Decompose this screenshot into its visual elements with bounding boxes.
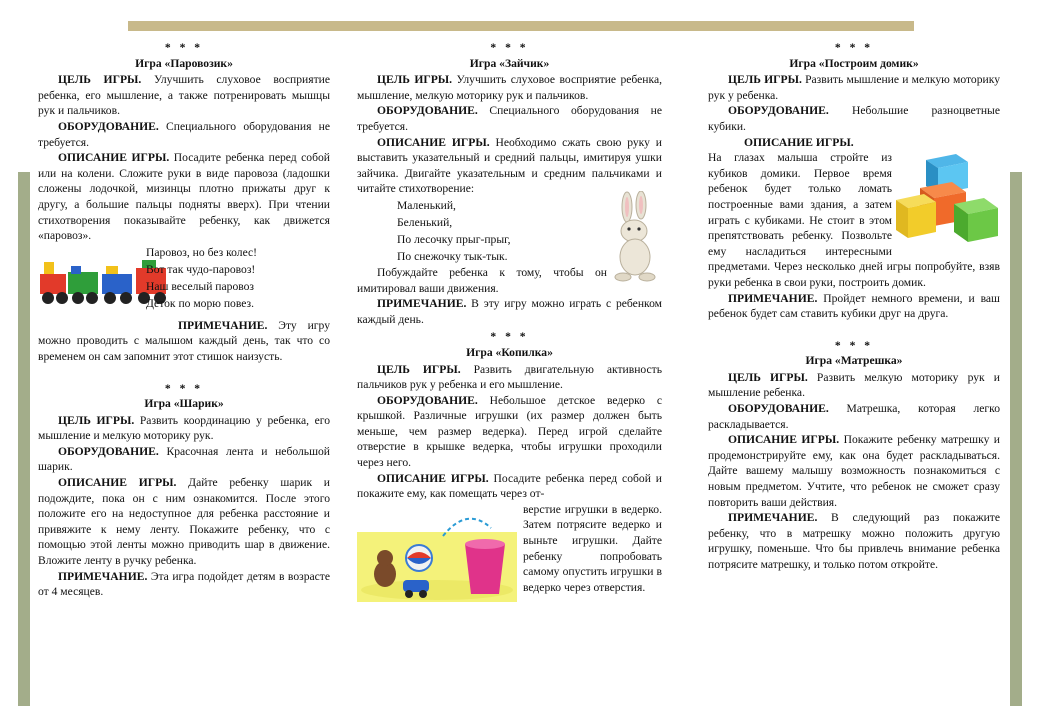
blocks-block bbox=[708, 150, 1000, 290]
train-block bbox=[38, 244, 330, 318]
note-text: Эта игра подойдет детям в возрасте от 4 месяцев. bbox=[38, 569, 330, 599]
section-title-domik: Игра «Построим домик» bbox=[789, 56, 919, 70]
description-text: Посадите ребенка перед собой или на колени. Сложите руки в виде паровоза (ладошки сложены лодочкой, мизинцы плотно прижаты друг к другу, а большие пальцы подняты вверх). При чтении стихотворения показывайте ребенку, как движется «паровоз». bbox=[38, 151, 331, 243]
poem-line: Маленький, bbox=[397, 198, 456, 212]
equipment-text: Красочная лента и небольшой шарик. bbox=[38, 444, 330, 474]
description-text: Дайте ребенку шарик и подождите, пока он с ним ознакомится. После этого положите его на недоступное для ребенка расстояние и привяжите к нему ленту. Покажите ребенку, что с помощью этой ленты можно приводить шар в движение. Вложите ленту в ручку ребенка. bbox=[38, 476, 330, 568]
paragraph-equipment bbox=[38, 119, 330, 150]
paragraph-equipment bbox=[708, 103, 1000, 134]
equipment-text: Специального оборудования не требуется. bbox=[357, 104, 662, 133]
goal-label: ЦЕЛЬ ИГРЫ. bbox=[377, 362, 461, 376]
section-title-kopilka: Игра «Копилка» bbox=[466, 345, 553, 359]
paragraph-description bbox=[357, 135, 662, 197]
toys-bucket-illustration bbox=[357, 502, 517, 602]
section-divider: * * * bbox=[164, 41, 204, 54]
equipment-text: Матрешка, которая легко раскладывается. bbox=[708, 402, 1000, 431]
poem-line: Паровоз, но без колес! bbox=[146, 245, 258, 259]
equipment-label: ОБОРУДОВАНИЕ. bbox=[58, 444, 159, 458]
goal-label: ЦЕЛЬ ИГРЫ. bbox=[377, 73, 453, 87]
equipment-label: ОБОРУДОВАНИЕ. bbox=[728, 104, 829, 118]
equipment-label: ОБОРУДОВАНИЕ. bbox=[728, 402, 829, 416]
column-left bbox=[38, 38, 330, 600]
section-title-zaychik: Игра «Зайчик» bbox=[469, 56, 550, 70]
paragraph-goal bbox=[708, 72, 1000, 103]
section-divider: * * * bbox=[834, 41, 874, 54]
note-text: Эту игру можно проводить с малышом каждый день, так что со временем он сам запомнит этот стишок наизусть. bbox=[38, 318, 330, 363]
note-label: ПРИМЕЧАНИЕ. bbox=[178, 318, 268, 332]
goal-text: Улучшить слуховое восприятие ребенка, его мышление, а также потренировать мышцы рук и пальчиков. bbox=[38, 73, 330, 118]
section-divider: * * * bbox=[490, 41, 529, 54]
paragraph-equipment bbox=[708, 401, 1000, 432]
paragraph-description bbox=[38, 150, 330, 244]
equipment-text: Специального оборудования не требуется. bbox=[38, 119, 330, 149]
goal-text: Развить двигательную активность пальчиков рук у ребенка и его мышление. bbox=[357, 362, 662, 392]
goal-text: Улучшить слуховое восприятие ребенка, мышление, мелкую моторику рук и пальчиков. bbox=[357, 73, 663, 102]
description-text: Покажите ребенку матрешку и продемонстрируйте ему, как она будет раскладываться. Дайте вашему малышу возможность познакомиться с новым предметом. Учтите, что ребенок не сможет сразу повторить ваши действия. bbox=[708, 433, 1000, 509]
bunny-toy-illustration bbox=[607, 191, 663, 283]
poem-train bbox=[146, 244, 257, 312]
description-text: Посадите ребенка перед собой и покажите ему, как помещать через от- bbox=[357, 471, 662, 501]
equipment-text: Небольшое детское ведерко с крышкой. Различные игрушки (их размер должен быть меньше, чем размер ведерка). Перед игрой сделайте отверстие в крышке ведерка, чтобы игрушки проходили через него. bbox=[357, 393, 662, 470]
column-middle bbox=[357, 38, 662, 602]
paragraph-goal bbox=[38, 413, 330, 444]
paragraph-note bbox=[708, 510, 1000, 572]
description-label: ОПИСАНИЕ ИГРЫ. bbox=[377, 471, 489, 485]
goal-label: ЦЕЛЬ ИГРЫ. bbox=[728, 370, 808, 384]
paragraph-description: На глазах малыша стройте из кубиков домики. Первое время ребенок будет только ломать построенные вами здания, а затем играть с кубиками. Не стоит в этом препятствовать ребенку. Позвольте ему насладиться интересными предметами. Через несколько дней игры попробуйте, взяв руки ребенка в свои руки, построить домик. bbox=[708, 151, 1000, 289]
right-decorative-bar bbox=[1010, 172, 1022, 706]
section-divider: * * * bbox=[834, 338, 874, 352]
description-label: ОПИСАНИЕ ИГРЫ. bbox=[58, 476, 177, 490]
paragraph-equipment bbox=[357, 103, 662, 134]
poem-line: По лесочку прыг-прыг, bbox=[397, 232, 511, 246]
note-text: В следующий раз покажите ребенку, что в матрешку можно положить другую игрушку, поменьше. Что бы привлечь внимание ребенка потрясите матрешку, и только потом откройте. bbox=[708, 511, 1000, 571]
bucket-block bbox=[357, 502, 662, 596]
equipment-text: Небольшие разноцветные кубики. bbox=[708, 104, 1000, 133]
note-label: ПРИМЕЧАНИЕ. bbox=[377, 297, 467, 311]
column-right bbox=[708, 38, 1000, 573]
section-title-parovozik: Игра «Паровозик» bbox=[135, 56, 233, 70]
note-label: ПРИМЕЧАНИЕ. bbox=[58, 569, 148, 583]
top-decorative-bar bbox=[128, 21, 914, 31]
paragraph-equipment bbox=[357, 393, 662, 471]
paragraph-goal bbox=[357, 72, 662, 103]
blocks-illustration bbox=[896, 150, 1000, 246]
section-title-matreshka: Игра «Матрешка» bbox=[805, 354, 903, 368]
paragraph-note bbox=[357, 296, 662, 327]
note-text: Пройдет немного времени, и ваш ребенок будет сам ставить кубики друг на друга. bbox=[708, 291, 1000, 321]
poem-line: Вот так чудо-паровоз! bbox=[146, 262, 256, 276]
paragraph-after-poem: Побуждайте ребенка к тому, чтобы он имитировал ваши движения. bbox=[357, 265, 607, 295]
paragraph-note bbox=[708, 291, 1000, 322]
section-divider: * * * bbox=[490, 330, 529, 344]
goal-label: ЦЕЛЬ ИГРЫ. bbox=[58, 413, 135, 427]
paragraph-description-continued: верстие игрушки в ведерко. Затем потрясите ведерко и выньте игрушки. Дайте ребенку попробовать самому опустить игрушки в ведерко через отверстия. bbox=[523, 502, 662, 594]
equipment-label: ОБОРУДОВАНИЕ. bbox=[58, 119, 159, 133]
paragraph-goal bbox=[38, 72, 330, 119]
description-label: ОПИСАНИЕ ИГРЫ. bbox=[58, 151, 170, 165]
poem-line: Беленький, bbox=[397, 215, 453, 229]
equipment-label: ОБОРУДОВАНИЕ. bbox=[377, 104, 478, 118]
description-label: ОПИСАНИЕ ИГРЫ. bbox=[744, 135, 854, 149]
section-divider: * * * bbox=[164, 381, 204, 395]
goal-text: Развить координацию у ребенка, его мышление и мелкую моторику рук. bbox=[38, 413, 331, 443]
equipment-label: ОБОРУДОВАНИЕ. bbox=[377, 393, 478, 407]
paragraph-note bbox=[38, 318, 330, 365]
paragraph-description bbox=[708, 432, 1000, 510]
note-label: ПРИМЕЧАНИЕ. bbox=[728, 511, 818, 525]
paragraph-description bbox=[38, 475, 330, 569]
goal-label: ЦЕЛЬ ИГРЫ. bbox=[728, 73, 802, 87]
bunny-block bbox=[357, 197, 662, 265]
note-label: ПРИМЕЧАНИЕ. bbox=[728, 291, 818, 305]
paragraph-description bbox=[357, 471, 662, 502]
poem-line: По снежочку тык-тык. bbox=[397, 249, 508, 263]
description-label: ОПИСАНИЕ ИГРЫ. bbox=[728, 433, 840, 447]
left-decorative-bar bbox=[18, 172, 30, 706]
note-text: В эту игру можно играть с ребенком каждый день. bbox=[357, 297, 662, 326]
description-label: ОПИСАНИЕ ИГРЫ. bbox=[377, 135, 490, 149]
paragraph-description-label bbox=[708, 135, 1000, 151]
paragraph-note bbox=[38, 569, 330, 600]
paragraph-goal bbox=[357, 362, 662, 393]
description-text: Необходимо сжать свою руку и выставить указательный и средний пальцы, имитируя ушки зайчика. Двигайте указательным и средним пальчиками и читайте стихотворение: bbox=[357, 135, 662, 196]
poem-line: Деток по морю повез. bbox=[146, 296, 255, 310]
paragraph-goal bbox=[708, 370, 1000, 401]
poem-line: Наш веселый паровоз bbox=[146, 279, 255, 293]
goal-text: Развить мышление и мелкую моторику рук у ребенка. bbox=[708, 73, 1000, 102]
section-title-sharik: Игра «Шарик» bbox=[144, 397, 224, 411]
goal-text: Развить мелкую моторику рук и мышление ребенка. bbox=[708, 370, 1000, 400]
goal-label: ЦЕЛЬ ИГРЫ. bbox=[58, 73, 142, 87]
paragraph-equipment bbox=[38, 444, 330, 475]
